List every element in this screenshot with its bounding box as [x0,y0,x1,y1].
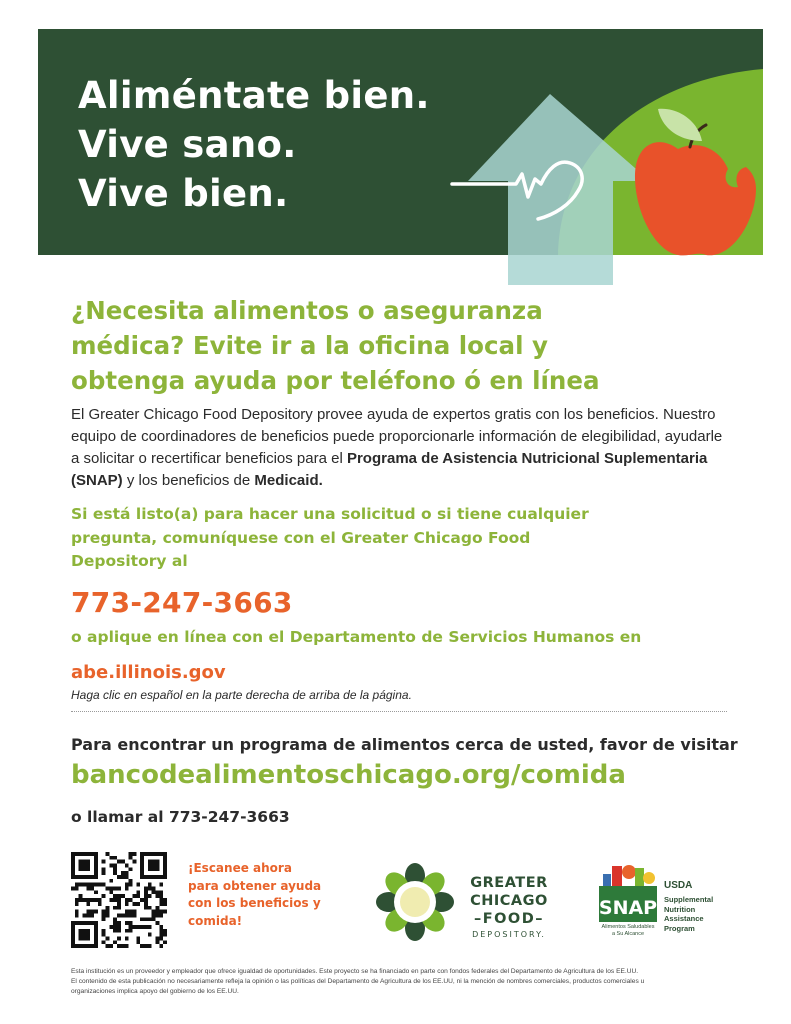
intro-text-1: El Greater Chicago Food Depository provee ayuda de expertos gratis con los beneficios. Nuestro equipo de coordinadores de beneficios puede proporcionarle información de elegibilidad, ayudarle a solicitar o recertificar beneficios para el [71,406,723,467]
usda-program-3: Assistance [664,914,704,923]
ready-line-2: pregunta, comuníquese con el Greater Chicago Food [71,528,531,547]
question-line-3: obtenga ayuda por teléfono ó en línea [71,366,600,395]
gcfd-flower-logo [375,862,455,942]
legal-footer [71,967,761,997]
gcfd-wordmark [461,874,557,939]
phone-number[interactable]: 773-247-3663 [71,586,293,619]
scan-prompt [188,860,338,930]
gcfd-word-3: –FOOD– [473,911,545,927]
qr-code[interactable] [71,852,167,948]
gcfd-word-2: CHICAGO [470,893,548,909]
scan-line-4: comida! [188,913,243,928]
usda-program-2: Nutrition [664,904,696,914]
gcfd-word-4: DEPOSITORY. [472,930,546,939]
banner-headline [78,71,430,218]
snap-caption [588,924,668,937]
food-finder-link[interactable]: bancodealimentoschicago.org/comida [71,760,626,790]
scan-line-2: para obtener ayuda [188,878,322,893]
scan-line-1: ¡Escanee ahora [188,861,292,875]
language-hint: Haga clic en español en la parte derecha de arriba de la página. [71,688,412,702]
usda-program-name [664,895,713,933]
headline-line-1: Aliméntate bien. [78,74,430,117]
headline-line-2: Vive sano. [78,123,297,166]
usda-program-1: Supplemental [664,895,714,904]
ready-line-1: Si está listo(a) para hacer una solicitud o si tiene cualquier [71,505,589,523]
question-heading [71,293,731,398]
intro-text-2: y los beneficios de [122,472,255,489]
intro-paragraph [71,404,731,492]
footer-line-1: Esta institución es un proveedor y empleador que ofrece igualdad de oportunidades. Este proyecto se ha financiado en parte con fondos federales del Departamento de Agricultura de los EE.UU. [71,968,639,975]
snap-caption-1: Alimentos Saludables [601,924,655,930]
question-line-2: médica? Evite ir a la oficina local y [71,331,548,360]
snap-program-name: Programa de Asistencia Nutricional Suplementaria (SNAP) [71,450,708,489]
usda-label: USDA [664,880,693,891]
snap-letters: SNAP [598,897,658,919]
abe-link[interactable]: abe.illinois.gov [71,662,226,683]
question-line-1: ¿Necesita alimentos o aseguranza [71,296,543,325]
apply-online-text: o aplique en línea con el Departamento de Servicios Humanos en [71,628,642,646]
ready-line-3: Depository al [71,552,188,570]
ready-heading [71,503,711,574]
gcfd-word-1: GREATER [470,875,548,891]
snap-caption-2: a Su Alcance [611,930,645,937]
footer-line-3: organizaciones implica apoyo del gobierno de los EE.UU. [71,988,239,995]
call-text: o llamar al 773-247-3663 [71,808,290,826]
headline-line-3: Vive bien. [78,172,289,215]
scan-line-3: con los beneficios y [188,896,321,910]
dotted-divider [71,711,727,712]
hero-banner [38,29,763,255]
find-program-text: Para encontrar un programa de alimentos cerca de usted, favor de visitar [71,735,738,754]
usda-program-4: Program [664,923,695,933]
medicaid-name: Medicaid. [254,472,323,489]
footer-line-2: El contenido de esta publicación no necesariamente refleja la opinión o las políticas del Departamento de Agricultura de los EE.UU, ni la mención de nombres comerciales, productos comerciales u [71,978,645,985]
